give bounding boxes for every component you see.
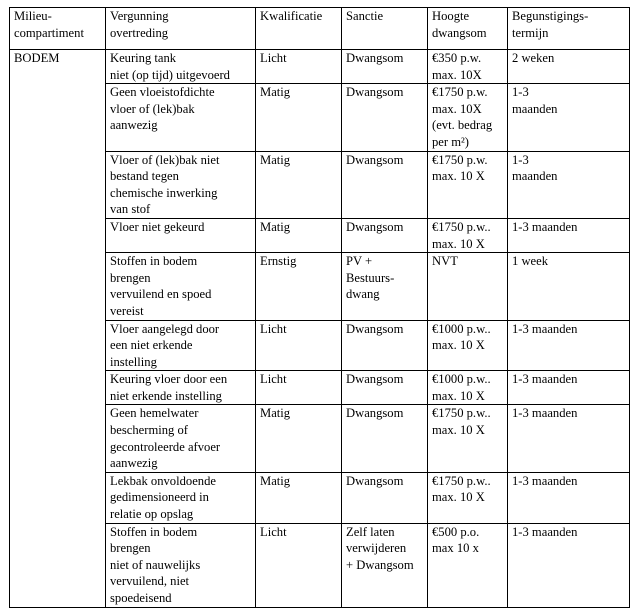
table-header-row [10,8,630,50]
qualification-cell: Matig [256,472,342,523]
grace-period-cell: 1-3 maanden [508,405,630,472]
grace-period-cell: 1-3 maanden [508,151,630,218]
violation-cell: Vloer niet gekeurd [106,218,256,252]
penalty-cell: €1750 p.w.. max. 10 X [428,472,508,523]
sanction-cell: PV + Bestuurs- dwang [342,253,428,320]
violation-cell: Stoffen in bodem brengen niet of nauwelijks vervuilend, niet spoedeisend [106,523,256,607]
table-row [10,50,630,84]
compartment-cell: BODEM [10,50,106,608]
penalty-cell: €1000 p.w.. max. 10 X [428,320,508,371]
qualification-cell: Licht [256,320,342,371]
document-page [9,7,630,608]
penalty-cell: €1750 p.w. max. 10X (evt. bedrag per m²) [428,84,508,151]
sanction-cell: Dwangsom [342,151,428,218]
penalty-cell: €1750 p.w. max. 10 X [428,151,508,218]
header-violation: Vergunning overtreding [106,8,256,50]
penalty-cell: €350 p.w. max. 10X [428,50,508,84]
sanction-cell: Dwangsom [342,84,428,151]
sanction-cell: Dwangsom [342,218,428,252]
violation-cell: Geen hemelwater bescherming of gecontroleerde afvoer aanwezig [106,405,256,472]
penalty-cell: NVT [428,253,508,320]
sanction-cell: Dwangsom [342,371,428,405]
sanction-cell: Zelf laten verwijderen + Dwangsom [342,523,428,607]
qualification-cell: Matig [256,218,342,252]
header-grace-period: Begunstigings- termijn [508,8,630,50]
sanction-table [9,7,630,608]
penalty-cell: €1750 p.w.. max. 10 X [428,218,508,252]
qualification-cell: Matig [256,405,342,472]
grace-period-cell: 1-3 maanden [508,371,630,405]
header-compartment: Milieu- compartiment [10,8,106,50]
qualification-cell: Licht [256,371,342,405]
sanction-cell: Dwangsom [342,50,428,84]
violation-cell: Keuring vloer door een niet erkende instelling [106,371,256,405]
violation-cell: Stoffen in bodem brengen vervuilend en spoed vereist [106,253,256,320]
qualification-cell: Matig [256,84,342,151]
qualification-cell: Licht [256,523,342,607]
sanction-cell: Dwangsom [342,405,428,472]
penalty-cell: €1750 p.w.. max. 10 X [428,405,508,472]
violation-cell: Vloer of (lek)bak niet bestand tegen chemische inwerking van stof [106,151,256,218]
violation-cell: Geen vloeistofdichte vloer of (lek)bak aanwezig [106,84,256,151]
violation-cell: Keuring tank niet (op tijd) uitgevoerd [106,50,256,84]
violation-cell: Lekbak onvoldoende gedimensioneerd in relatie op opslag [106,472,256,523]
sanction-cell: Dwangsom [342,472,428,523]
penalty-cell: €500 p.o. max 10 x [428,523,508,607]
grace-period-cell: 1-3 maanden [508,472,630,523]
header-sanction: Sanctie [342,8,428,50]
grace-period-cell: 1-3 maanden [508,84,630,151]
violation-cell: Vloer aangelegd door een niet erkende instelling [106,320,256,371]
grace-period-cell: 1 week [508,253,630,320]
qualification-cell: Ernstig [256,253,342,320]
header-qualification: Kwalificatie [256,8,342,50]
grace-period-cell: 1-3 maanden [508,523,630,607]
grace-period-cell: 2 weken [508,50,630,84]
qualification-cell: Matig [256,151,342,218]
header-penalty-amount: Hoogte dwangsom [428,8,508,50]
grace-period-cell: 1-3 maanden [508,218,630,252]
grace-period-cell: 1-3 maanden [508,320,630,371]
penalty-cell: €1000 p.w.. max. 10 X [428,371,508,405]
qualification-cell: Licht [256,50,342,84]
sanction-cell: Dwangsom [342,320,428,371]
